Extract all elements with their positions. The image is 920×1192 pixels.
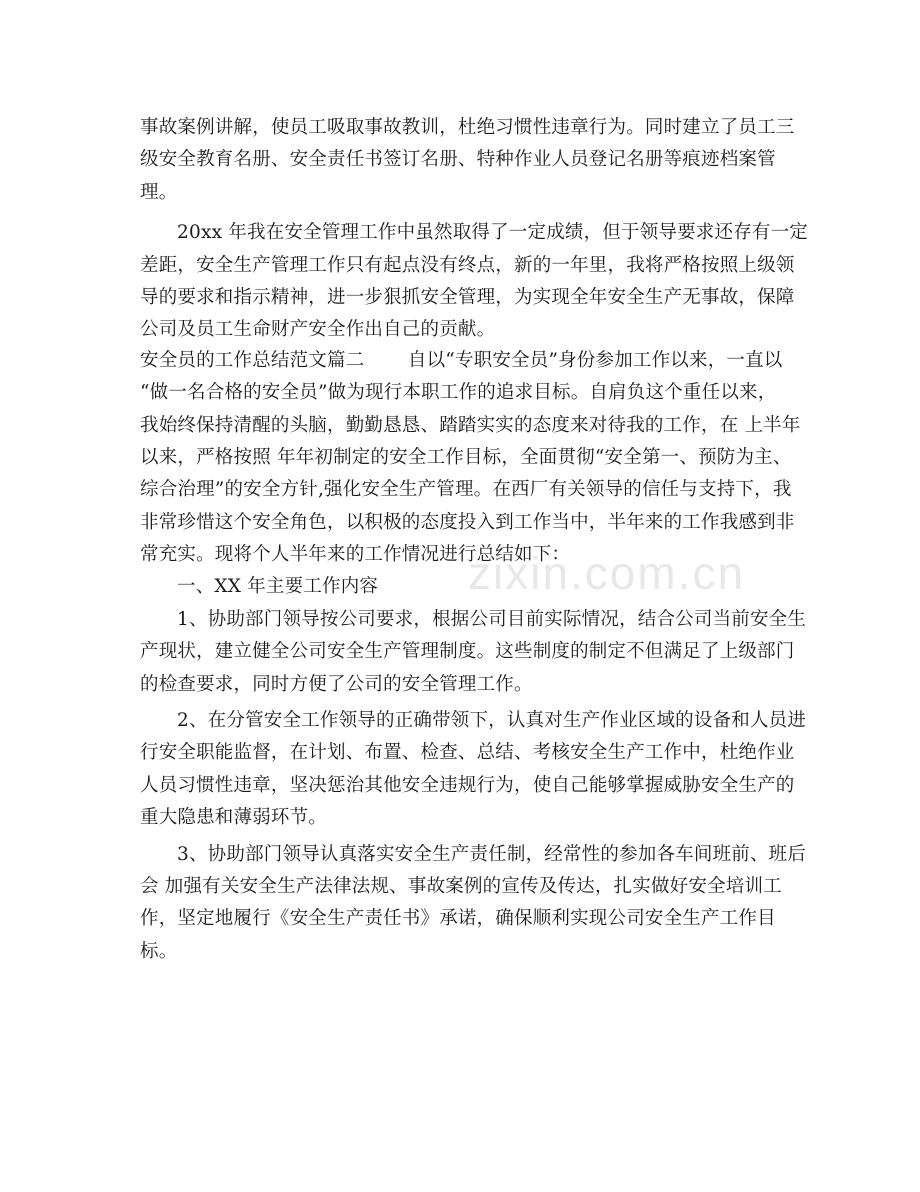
- text-line: 导的要求和指示精神，进一步狠抓安全管理，为实现全年安全生产无事故，保障: [140, 286, 795, 308]
- section-heading-line: 安全员的工作总结范文篇二 自以“专职安全员”身份参加工作以来，一直以: [140, 349, 783, 371]
- text-line: 级安全教育名册、安全责任书签订名册、特种作业人员登记名册等痕迹档案管: [140, 149, 776, 171]
- text-line: 标。: [140, 940, 178, 962]
- watermark-text: zixin.com.cn: [468, 547, 746, 599]
- text-line: 2、在分管安全工作领导的正确带领下，认真对生产作业区域的设备和人员进: [177, 710, 807, 732]
- text-line: 以来，严格按照 年年初制定的安全工作目标，全面贯彻“安全第一、预防为主、: [140, 446, 792, 468]
- text-line: 产现状，建立健全公司安全生产管理制度。这些制度的制定不但满足了上级部门: [140, 641, 795, 663]
- text-line: “做一名合格的安全员”做为现行本职工作的追求目标。自肩负这个重任以来，: [140, 382, 777, 404]
- text-line: 人员习惯性违章，坚决惩治其他安全违规行为，使自己能够掌握威胁安全生产的: [140, 774, 795, 796]
- text-line: 作，坚定地履行《安全生产责任书》承诺，确保顺利实现公司安全生产工作目: [140, 908, 776, 930]
- text-line: 的检查要求，同时方便了公司的安全管理工作。: [140, 673, 533, 695]
- text-line: 差距，安全生产管理工作只有起点没有终点，新的一年里，我将严格按照上级领: [140, 254, 795, 276]
- text-line: 1、协助部门领导按公司要求，根据公司目前实际情况，结合公司当前安全生: [177, 608, 807, 630]
- text-line: 理。: [140, 181, 178, 203]
- text-line: 3、协助部门领导认真落实安全生产责任制，经常性的参加各车间班前、班后: [177, 843, 807, 865]
- subheading-line: 一、XX 年主要工作内容: [177, 576, 379, 598]
- document-body: [140, 112, 808, 968]
- text-line: 非常珍惜这个安全角色，以积极的态度投入到工作当中，半年来的工作我感到非: [140, 511, 795, 533]
- text-line: 重大隐患和薄弱环节。: [140, 807, 328, 829]
- text-line: 事故案例讲解，使员工吸取事故教训，杜绝习惯性违章行为。同时建立了员工三: [140, 117, 795, 138]
- text-line: 我始终保持清醒的头脑，勤勤恳恳、踏踏实实的态度来对待我的工作，在 上半年: [140, 414, 801, 436]
- text-line: 公司及员工生命财产安全作出自己的贡献。: [140, 319, 496, 341]
- text-line: 行安全职能监督，在计划、布置、检查、总结、考核安全生产工作中，杜绝作业: [140, 742, 795, 764]
- text-line: 20xx 年我在安全管理工作中虽然取得了一定成绩，但于领导要求还存有一定: [177, 222, 808, 244]
- text-line: 会 加强有关安全生产法律法规、事故案例的宣传及传达，扎实做好安全培训工: [140, 875, 782, 897]
- text-line: 常充实。现将个人半年来的工作情况进行总结如下：: [140, 544, 571, 566]
- text-line: 综合治理”的安全方针,强化安全生产管理。在西厂有关领导的信任与支持下，我: [140, 479, 792, 501]
